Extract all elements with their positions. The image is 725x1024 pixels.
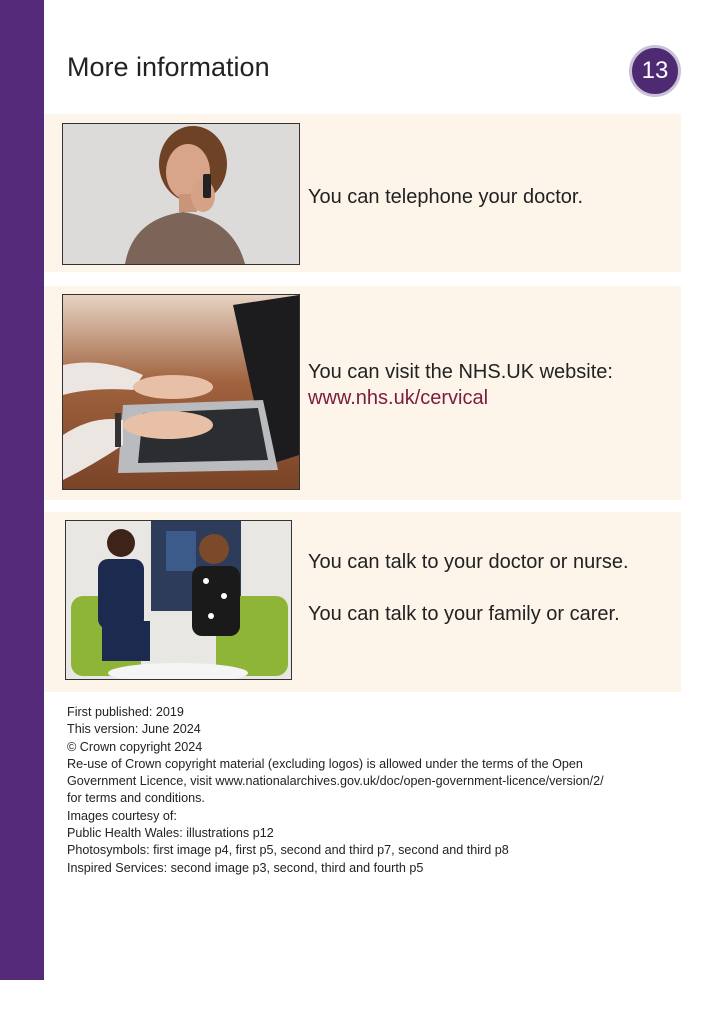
footer-line: This version: June 2024 (67, 722, 201, 737)
footer-line: Re-use of Crown copyright material (excluding logos) is allowed under the terms of the Open (67, 756, 583, 771)
info-card-telephone (44, 114, 681, 272)
footer-line: Inspired Services: second image p3, second, third and fourth p5 (67, 860, 424, 875)
footer-line: First published: 2019 (67, 705, 184, 719)
page-title: More information (67, 52, 270, 82)
talk-doctor-text: You can talk to your doctor or nurse. (308, 551, 629, 573)
publication-footer (67, 704, 677, 877)
footer-line: Public Health Wales: illustrations p12 (67, 826, 274, 841)
footer-line: Government Licence, visit www.nationalarchives.gov.uk/doc/open-government-licence/version/2/ (67, 774, 604, 789)
footer-line: © Crown copyright 2024 (67, 739, 203, 754)
footer-line: Images courtesy of: (67, 808, 177, 823)
talk-family-text: You can talk to your family or carer. (308, 603, 620, 625)
card-text-website (308, 359, 613, 411)
website-text: You can visit the NHS.UK website: (308, 361, 613, 383)
footer-line: Photosymbols: first image p4, first p5, second and third p7, second and third p8 (67, 843, 509, 858)
footer-line: for terms and conditions. (67, 791, 205, 806)
nhs-cervical-link[interactable]: www.nhs.uk/cervical (308, 387, 489, 409)
page-number-badge: 13 (629, 45, 681, 97)
woman-on-phone-photo (62, 123, 300, 265)
hands-typing-laptop-photo (62, 294, 300, 490)
card-text-talk (308, 549, 648, 653)
card-text-telephone: You can telephone your doctor. (308, 186, 584, 208)
side-color-bar (0, 0, 44, 980)
info-card-talk (44, 512, 681, 692)
nurse-and-patient-talking-photo (65, 520, 292, 680)
info-card-website (44, 286, 681, 500)
